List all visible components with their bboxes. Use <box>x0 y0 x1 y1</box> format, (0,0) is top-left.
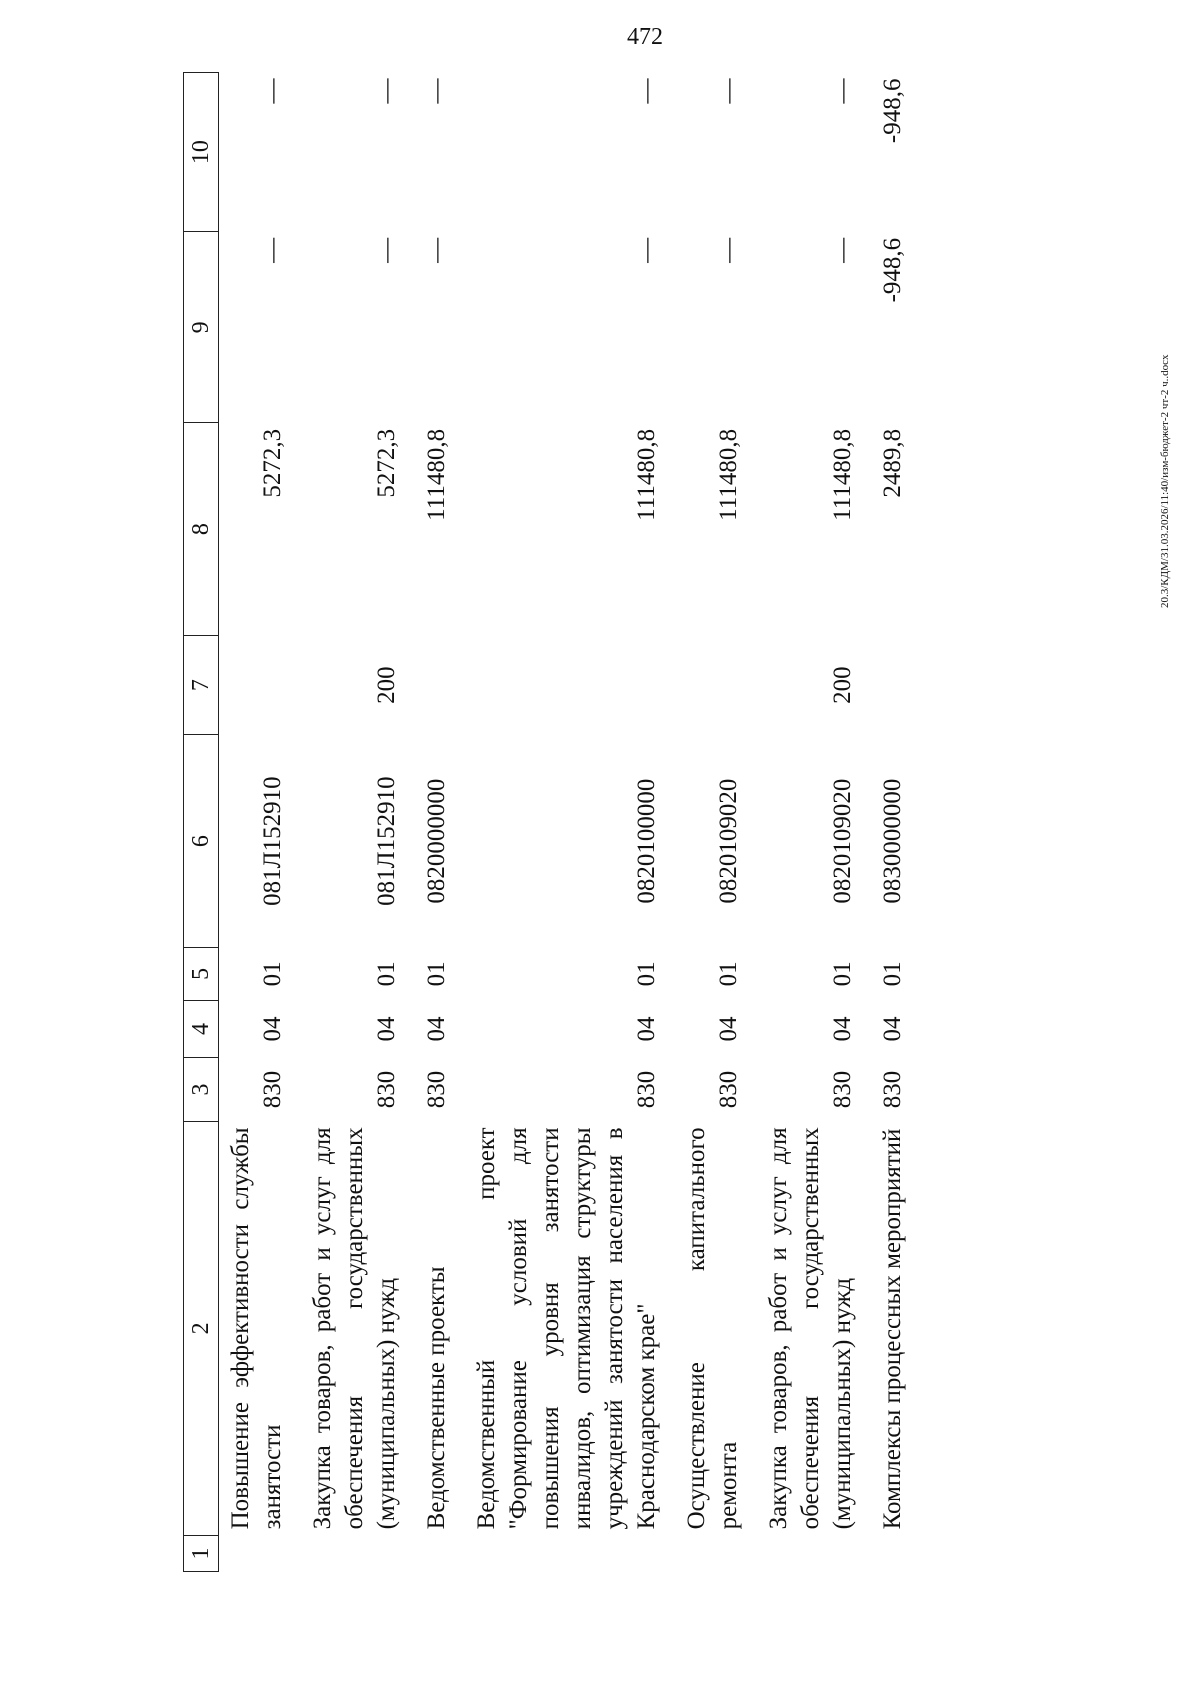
column-header: 1 <box>184 1535 219 1571</box>
value-cell: 04 <box>715 1016 742 1042</box>
value-cell: 0820109020 <box>715 778 742 904</box>
column-header: 10 <box>184 73 219 232</box>
row-number-cell <box>757 1535 871 1571</box>
rotated-table-container <box>183 72 1053 1572</box>
value-cell: 04 <box>829 1016 856 1042</box>
value-cell: — <box>423 78 450 104</box>
row-number-cell <box>301 1535 415 1571</box>
value-cell: 830 <box>829 1070 856 1109</box>
value-cell: 04 <box>259 1016 286 1042</box>
value-cell: 830 <box>259 1070 286 1109</box>
value-cell: -948,6 <box>879 78 906 144</box>
value-cell: 200 <box>829 666 856 704</box>
table-row <box>415 73 465 1572</box>
value-cell <box>219 635 302 735</box>
value-cell: 200 <box>373 666 400 704</box>
column-header: 5 <box>184 947 219 1000</box>
table-row <box>465 73 675 1572</box>
value-cell: — <box>715 78 742 104</box>
value-cell: 111480,8 <box>633 428 660 521</box>
column-header: 8 <box>184 423 219 635</box>
value-cell: 111480,8 <box>829 428 856 521</box>
table-row <box>871 73 921 1572</box>
value-cell: 01 <box>423 961 450 987</box>
value-cell <box>675 635 757 735</box>
value-cell: 0820100000 <box>633 778 660 904</box>
value-cell: 0820000000 <box>423 778 450 904</box>
value-cell: 081Л152910 <box>259 776 286 906</box>
row-name-cell: Осуществление капитального ремонта <box>683 1127 742 1530</box>
column-header: 4 <box>184 1000 219 1057</box>
value-cell: — <box>423 237 450 263</box>
value-cell: 04 <box>633 1016 660 1042</box>
table-body <box>184 73 922 1572</box>
row-name-cell: Ведомственные проекты <box>423 1266 450 1530</box>
row-number-cell <box>219 1535 302 1571</box>
value-cell: 04 <box>879 1016 906 1042</box>
value-cell: 04 <box>373 1016 400 1042</box>
value-cell: 04 <box>423 1016 450 1042</box>
value-cell: 01 <box>829 961 856 987</box>
value-cell: 01 <box>259 961 286 987</box>
value-cell: -948,6 <box>879 237 906 303</box>
column-header: 2 <box>184 1121 219 1535</box>
value-cell: — <box>373 237 400 263</box>
row-number-cell <box>675 1535 757 1571</box>
value-cell <box>415 635 465 735</box>
value-cell: 111480,8 <box>715 428 742 521</box>
row-name-cell: Закупка товаров, работ и услуг для обеспечения государственных (муниципальных) нужд <box>309 1127 400 1530</box>
row-name-cell: Повышение эффективности службы занятости <box>227 1127 286 1530</box>
value-cell: 830 <box>633 1070 660 1109</box>
value-cell: — <box>633 78 660 104</box>
value-cell: — <box>373 78 400 104</box>
value-cell: 111480,8 <box>423 428 450 521</box>
value-cell: — <box>715 237 742 263</box>
row-number-cell <box>415 1535 465 1571</box>
page-number: 472 <box>627 24 663 50</box>
value-cell: 01 <box>373 961 400 987</box>
column-header: 6 <box>184 735 219 947</box>
value-cell: 830 <box>879 1070 906 1109</box>
value-cell: — <box>829 78 856 104</box>
value-cell <box>465 635 675 735</box>
row-number-cell <box>871 1535 921 1571</box>
budget-table <box>183 72 921 1572</box>
value-cell: 0830000000 <box>879 778 906 904</box>
value-cell: 830 <box>373 1070 400 1109</box>
value-cell: — <box>259 237 286 263</box>
value-cell: 830 <box>715 1070 742 1109</box>
table-header-row <box>184 73 219 1572</box>
column-header: 7 <box>184 635 219 735</box>
column-header: 9 <box>184 232 219 423</box>
row-name-cell: Ведомственный проект "Формирование условий для повышения уровня занятости инвалидов, оптимизация структуры учреждений занятости населения в Краснодарском крае" <box>473 1127 660 1530</box>
value-cell <box>871 635 921 735</box>
column-header: 3 <box>184 1058 219 1122</box>
value-cell: 830 <box>423 1070 450 1109</box>
value-cell: 01 <box>633 961 660 987</box>
value-cell: 5272,3 <box>259 428 286 498</box>
value-cell: 2489,8 <box>879 428 906 498</box>
value-cell: 0820109020 <box>829 778 856 904</box>
value-cell: — <box>633 237 660 263</box>
value-cell: 01 <box>879 961 906 987</box>
value-cell: 5272,3 <box>373 428 400 498</box>
row-name-cell: Комплексы процессных мероприятий <box>879 1128 906 1530</box>
table-row <box>675 73 757 1572</box>
value-cell: 081Л152910 <box>373 776 400 906</box>
table-row <box>757 73 871 1572</box>
table-row <box>219 73 302 1572</box>
value-cell: — <box>829 237 856 263</box>
row-name-cell: Закупка товаров, работ и услуг для обеспечения государственных (муниципальных) нужд <box>765 1127 856 1530</box>
row-number-cell <box>465 1535 675 1571</box>
footer-text: 20.3/КДМ/31.03.2026/11:40/изм-бюджет-2 чт-2 ч..docx <box>1159 354 1171 608</box>
table-row <box>301 73 415 1572</box>
value-cell: — <box>259 78 286 104</box>
value-cell: 01 <box>715 961 742 987</box>
